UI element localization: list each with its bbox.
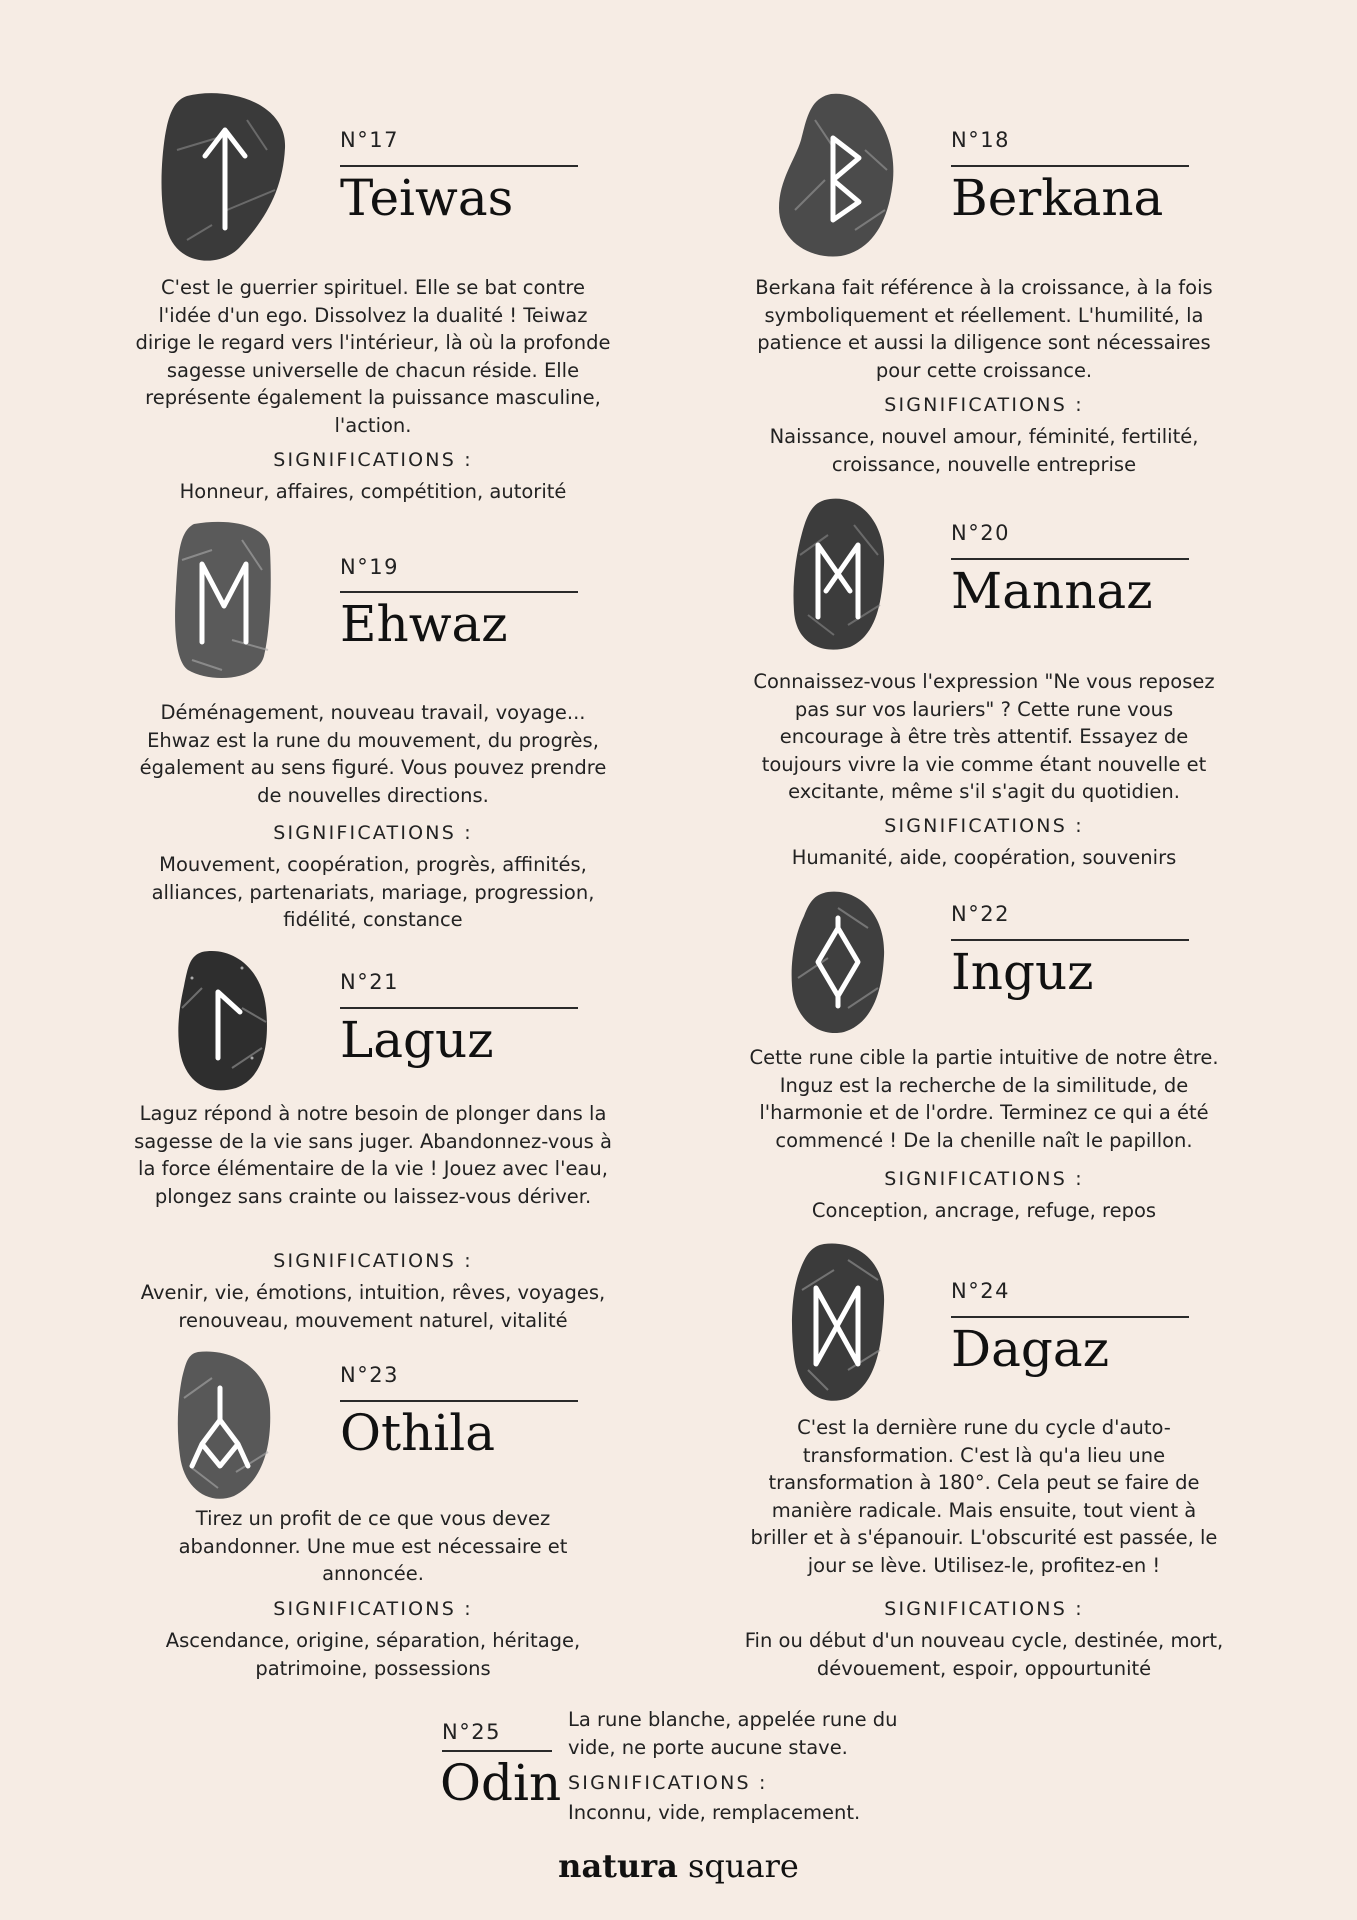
inguz-number: N°22 [951,902,1010,926]
ehwaz-rune-stone [172,520,274,682]
mannaz-significations-heading: SIGNIFICATIONS : [884,815,1084,837]
dagaz-significations-heading: SIGNIFICATIONS : [884,1598,1084,1620]
teiwas-significations: Honneur, affaires, compétition, autorité [179,480,567,503]
teiwas-number: N°17 [340,128,399,152]
brand-logo-light: square [677,1847,799,1885]
inguz-description: Cette rune cible la partie intuitive de notre être. Inguz est la recherche de la similitude, de l'harmonie et de l'ordre. Terminez ce qui a été commencé ! De la chenille naît le papillon. [749,1046,1219,1152]
inguz-rune-stone [788,888,888,1036]
berkana-divider [951,165,1189,167]
odin-title: Odin [440,1754,562,1812]
odin-number: N°25 [442,1720,501,1744]
ehwaz-divider [340,591,578,593]
othila-title: Othila [340,1404,496,1462]
dagaz-description: C'est la dernière rune du cycle d'auto-transformation. C'est là qu'a lieu une transformation à 180°. Cela peut se faire de manière radicale. Mais ensuite, tout vient à briller et à s'épanouir. L'obscurité est passée, le jour se lève. Utilisez-le, profitez-en ! [750,1416,1218,1577]
othila-divider [340,1400,578,1402]
ehwaz-description: Déménagement, nouveau travail, voyage... Ehwaz est la rune du mouvement, du progrès, également au sens figuré. Vous pouvez prendre de nouvelles directions. [139,701,607,807]
teiwas-significations-heading: SIGNIFICATIONS : [273,449,473,471]
brand-logo [0,1847,1357,1885]
laguz-significations: Avenir, vie, émotions, intuition, rêves, voyages, renouveau, mouvement naturel, vitalité [140,1281,606,1332]
berkana-rune-stone [775,90,899,260]
teiwas-rune-stone [157,90,293,266]
mannaz-divider [951,558,1189,560]
mannaz-significations: Humanité, aide, coopération, souvenirs [791,846,1177,869]
teiwas-divider [340,165,578,167]
mannaz-number: N°20 [951,521,1010,545]
berkana-title: Berkana [951,169,1164,227]
dagaz-title: Dagaz [951,1320,1110,1378]
inguz-divider [951,939,1189,941]
laguz-description: Laguz répond à notre besoin de plonger dans la sagesse de la vie sans juger. Abandonnez-vous à la force élémentaire de la vie ! Jouez avec l'eau, plongez sans crainte ou laissez-vous dériver. [134,1102,612,1208]
othila-description: Tirez un profit de ce que vous devez abandonner. Une mue est nécessaire et annoncée. [178,1507,568,1585]
inguz-significations-heading: SIGNIFICATIONS : [884,1168,1084,1190]
teiwas-description: C'est le guerrier spirituel. Elle se bat contre l'idée d'un ego. Dissolvez la dualité ! Teiwaz dirige le regard vers l'intérieur, là où la profonde sagesse universelle de chacun réside. Elle représente également la puissance masculine, l'action. [135,276,611,437]
laguz-divider [340,1007,578,1009]
laguz-rune-stone [172,948,272,1092]
inguz-significations: Conception, ancrage, refuge, repos [811,1199,1157,1222]
othila-rune-stone [172,1348,274,1502]
mannaz-rune-stone [788,495,888,651]
laguz-title: Laguz [340,1011,494,1069]
berkana-significations: Naissance, nouvel amour, féminité, fertilité, croissance, nouvelle entreprise [769,425,1199,476]
ehwaz-number: N°19 [340,555,399,579]
brand-logo-bold: natura [558,1847,678,1885]
ehwaz-significations-heading: SIGNIFICATIONS : [273,822,473,844]
laguz-significations-heading: SIGNIFICATIONS : [273,1250,473,1272]
odin-significations: Inconnu, vide, remplacement. [568,1801,861,1824]
dagaz-divider [951,1316,1189,1318]
dagaz-significations: Fin ou début d'un nouveau cycle, destinée, mort, dévouement, espoir, oppourtunité [744,1629,1224,1680]
teiwas-title: Teiwas [340,169,514,227]
odin-description: La rune blanche, appelée rune du vide, ne porte aucune stave. [568,1708,898,1759]
laguz-number: N°21 [340,970,399,994]
ehwaz-title: Ehwaz [340,595,508,653]
dagaz-rune-stone [788,1240,888,1404]
berkana-significations-heading: SIGNIFICATIONS : [884,394,1084,416]
inguz-title: Inguz [951,943,1094,1001]
mannaz-description: Connaissez-vous l'expression "Ne vous reposez pas sur vos lauriers" ? Cette rune vous encourage à être très attentif. Essayez de toujours vivre la vie comme étant nouvelle et excitante, même s'il s'agit du quotidien. [753,670,1215,803]
ehwaz-significations: Mouvement, coopération, progrès, affinités, alliances, partenariats, mariage, progression, fidélité, constance [151,853,595,931]
odin-significations-heading: SIGNIFICATIONS : [568,1772,768,1794]
berkana-number: N°18 [951,128,1010,152]
othila-number: N°23 [340,1363,399,1387]
dagaz-number: N°24 [951,1279,1010,1303]
othila-significations-heading: SIGNIFICATIONS : [273,1598,473,1620]
mannaz-title: Mannaz [951,562,1153,620]
odin-divider [442,1750,552,1752]
othila-significations: Ascendance, origine, séparation, héritage, patrimoine, possessions [165,1629,581,1680]
berkana-description: Berkana fait référence à la croissance, à la fois symboliquement et réellement. L'humilité, la patience et aussi la diligence sont nécessaires pour cette croissance. [755,276,1213,382]
